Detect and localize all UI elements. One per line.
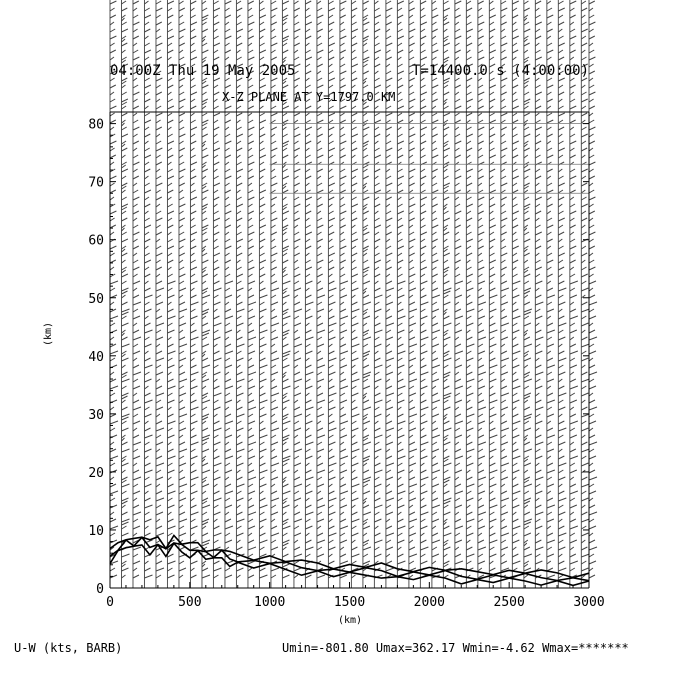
barb-feathers	[363, 1, 371, 578]
valid-time-title: 04:00Z Thu 19 May 2005	[110, 63, 296, 79]
x-tick-label: 1500	[333, 595, 366, 610]
y-tick-label: 10	[88, 523, 104, 539]
barb-feathers	[167, 1, 175, 578]
barb-feathers	[121, 1, 129, 578]
x-tick-label: 1000	[254, 595, 286, 610]
x-tick-label: 0	[106, 595, 114, 610]
barb-feathers	[374, 1, 382, 578]
barb-feathers	[589, 1, 597, 578]
barb-feathers	[409, 1, 417, 578]
barb-feathers	[259, 1, 267, 578]
barb-feathers	[225, 1, 233, 578]
barb-feathers	[156, 1, 164, 578]
barb-feathers	[524, 1, 532, 578]
barb-feathers	[110, 1, 118, 578]
barb-feathers	[420, 1, 428, 578]
x-tick-label: 2500	[493, 595, 525, 610]
barb-feathers	[282, 1, 290, 578]
barb-feathers	[570, 1, 578, 578]
barb-feathers	[386, 1, 394, 578]
barb-feathers	[397, 1, 405, 578]
barb-feathers	[455, 1, 463, 578]
barb-feathers	[305, 1, 313, 578]
barb-feathers	[581, 1, 589, 578]
field-label: U-W (kts, BARB)	[14, 641, 123, 655]
barb-feathers	[340, 1, 348, 578]
barb-feathers	[501, 1, 509, 578]
y-tick-label: 70	[88, 175, 104, 191]
barb-feathers	[489, 1, 497, 578]
barb-feathers	[213, 1, 221, 578]
y-tick-label: 30	[88, 407, 104, 423]
y-tick-label: 60	[88, 233, 104, 249]
x-tick-label: 2000	[413, 595, 445, 610]
y-axis-label: (km)	[43, 321, 54, 346]
barb-feathers	[466, 1, 474, 578]
barb-feathers	[443, 1, 451, 578]
model-time-title: T=14400.0 s (4:00:00)	[412, 63, 590, 79]
barb-feathers	[535, 1, 543, 578]
x-tick-label: 500	[178, 595, 202, 610]
x-tick-label: 3000	[573, 595, 605, 610]
barb-feathers	[236, 1, 244, 578]
barb-feathers	[271, 1, 279, 578]
barb-feathers	[294, 1, 302, 578]
y-tick-label: 0	[96, 582, 104, 597]
barb-feathers	[190, 1, 198, 578]
barb-feathers	[248, 1, 256, 578]
barb-feathers	[558, 1, 566, 578]
x-axis-label: (km)	[338, 615, 363, 626]
barb-feathers	[512, 1, 520, 578]
plane-subtitle: X-Z PLANE AT Y=1797.0 KM	[222, 90, 396, 104]
barb-feathers	[144, 1, 152, 578]
y-tick-label: 50	[88, 291, 104, 307]
barb-feathers	[547, 1, 555, 578]
barb-feathers	[478, 1, 486, 578]
barb-feathers	[432, 1, 440, 578]
barb-feathers	[317, 1, 325, 578]
y-tick-label: 80	[88, 117, 104, 133]
y-tick-label: 20	[88, 465, 104, 481]
barb-feathers	[328, 1, 336, 578]
barb-feathers	[133, 1, 141, 578]
y-tick-label: 40	[88, 349, 104, 365]
barb-feathers	[179, 1, 187, 578]
field-stats: Umin=-801.80 Umax=362.17 Wmin=-4.62 Wmax=*******	[282, 641, 629, 655]
barb-feathers	[351, 1, 359, 578]
barb-feathers	[202, 1, 210, 578]
